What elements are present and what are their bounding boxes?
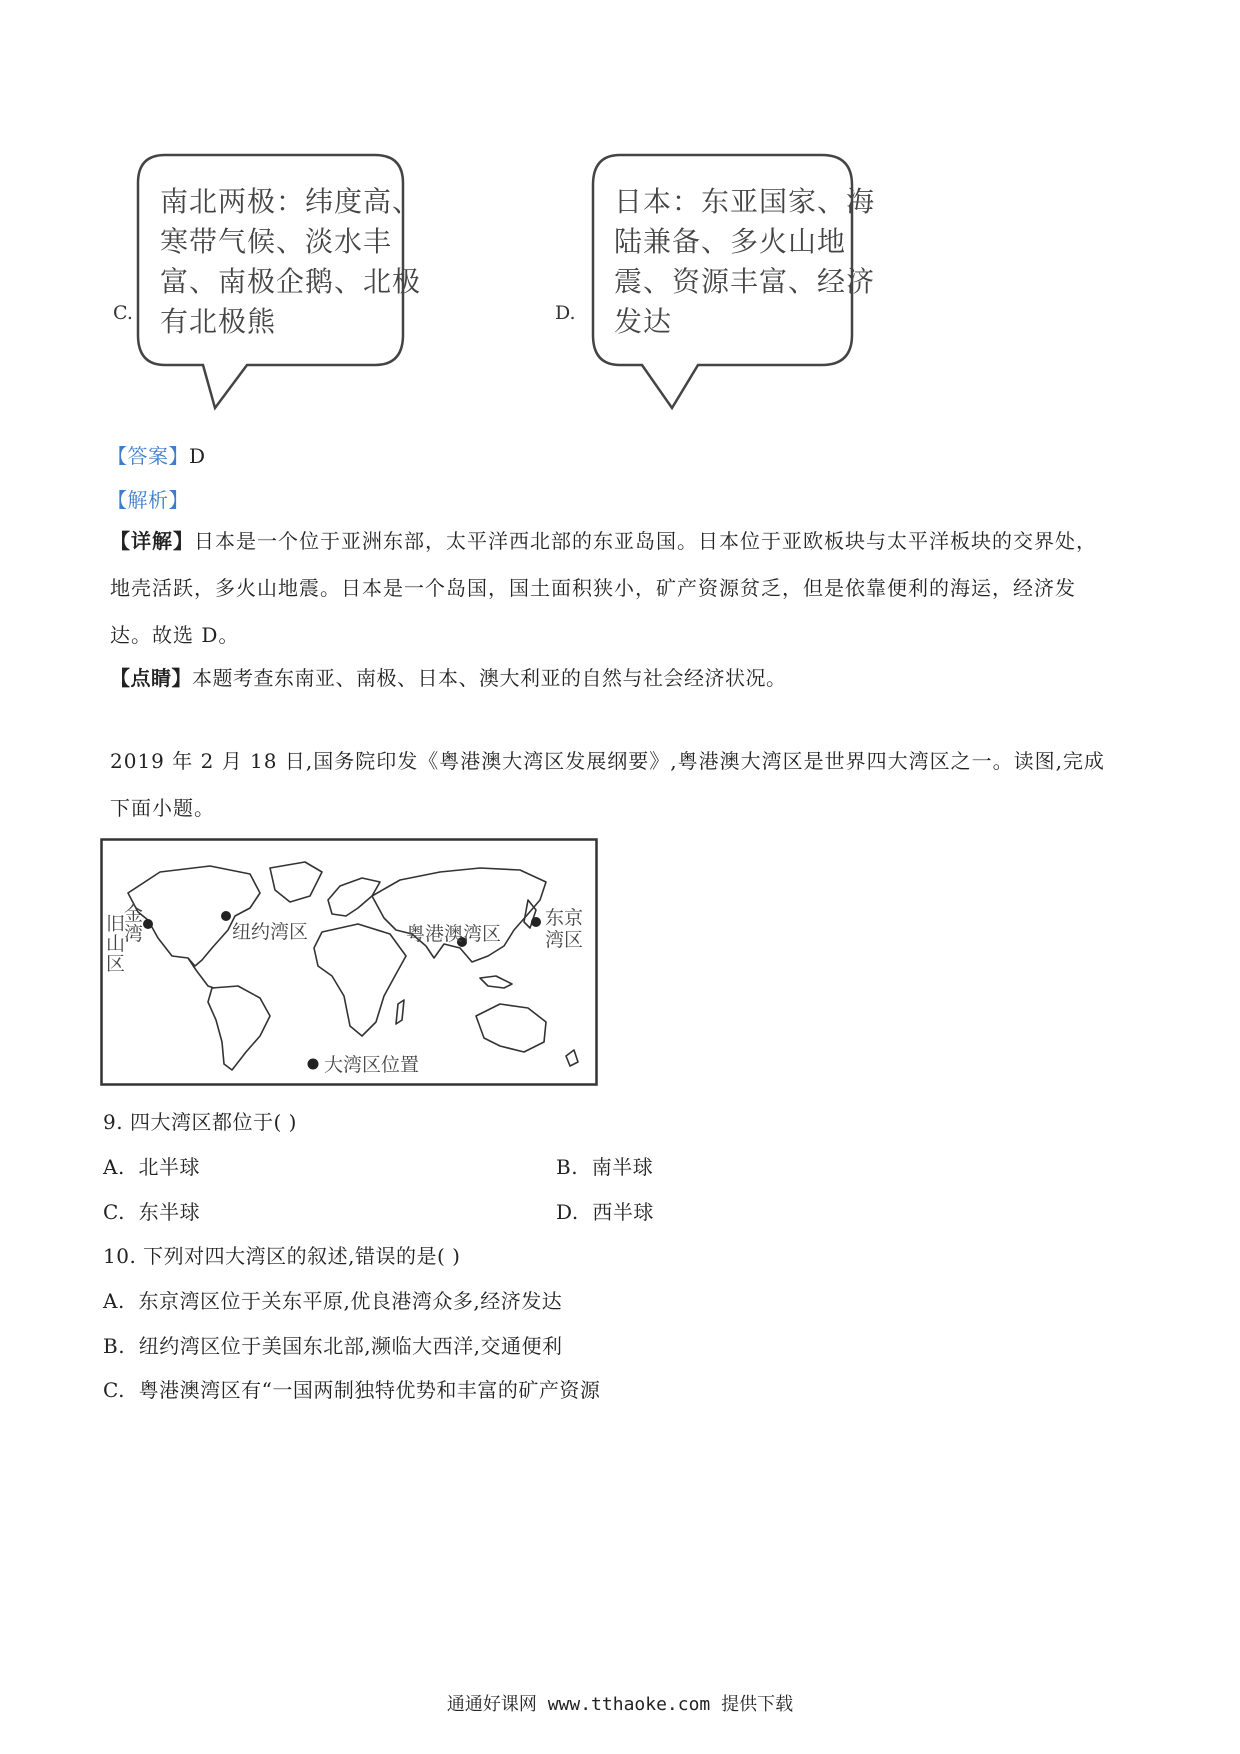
q9-option-b <box>556 1151 653 1180</box>
option-c-label: C. <box>113 302 133 324</box>
tip-label: 【点睛】 <box>110 666 192 690</box>
map-label-sf: 湾 <box>124 923 144 945</box>
q10-option-b <box>103 1330 563 1359</box>
legend-marker <box>308 1059 319 1070</box>
intro-paragraph <box>110 738 1130 832</box>
answer-label: 【答案】 <box>107 444 189 468</box>
map-frame <box>102 840 597 1085</box>
map-label-sf: 区 <box>106 953 126 975</box>
q9-stem: 9. 四大湾区都位于( ) <box>103 1110 297 1134</box>
world-map-figure <box>100 838 600 1088</box>
detail-line: 达。故选 D。 <box>110 623 240 647</box>
option-d-line: 震、资源丰富、经济 <box>614 265 876 298</box>
option-d-line: 发达 <box>614 305 673 338</box>
q10-option-c-label: C. <box>103 1378 125 1402</box>
detail-label: 【详解】 <box>110 529 194 553</box>
ny-bay-marker <box>221 911 231 921</box>
answer-value: D <box>189 444 206 468</box>
option-d-text <box>614 182 875 342</box>
analysis-label: 【解析】 <box>107 488 189 512</box>
q10-option-c <box>103 1374 600 1403</box>
q9-option-a <box>103 1151 200 1180</box>
intro-line: 2019 年 2 月 18 日,国务院印发《粤港澳大湾区发展纲要》,粤港澳大湾区是世界四大湾区之一。读图,完成 <box>110 749 1105 773</box>
detail-line <box>110 518 1130 565</box>
option-c-line: 有北极熊 <box>160 305 277 338</box>
intro-line: 下面小题。 <box>110 796 215 820</box>
map-legend-label: 大湾区位置 <box>324 1054 420 1076</box>
option-d-label: D. <box>555 302 576 324</box>
option-d-line: 陆兼备、多火山地 <box>614 225 847 258</box>
q10-option-b-text: 纽约湾区位于美国东北部,濒临大西洋,交通便利 <box>138 1334 563 1358</box>
q10-option-b-label: B. <box>103 1334 126 1358</box>
detail-line: 地壳活跃，多火山地震。日本是一个岛国，国土面积狭小，矿产资源贫乏，但是依靠便利的海运，经济发 <box>110 576 1076 600</box>
tokyo-bay-marker <box>531 917 541 927</box>
map-label-gba: 粤港澳湾区 <box>406 923 502 945</box>
map-label-sf: 山 <box>106 933 126 955</box>
q9-option-d <box>556 1196 654 1225</box>
option-d-line: 日本：东亚国家、海 <box>614 185 876 218</box>
detail-text: 日本是一个位于亚洲东部，太平洋西北部的东亚岛国。日本位于亚欧板块与太平洋板块的交界处， <box>194 529 1097 553</box>
detail-paragraph <box>110 518 1130 659</box>
q9-option-a-label: A. <box>103 1155 125 1179</box>
q9-option-c-label: C. <box>103 1200 125 1224</box>
map-label-sf: 金 <box>124 903 144 925</box>
map-label-tokyo: 东京 <box>545 907 584 929</box>
q9-option-d-text: 西半球 <box>592 1200 654 1224</box>
sf-bay-marker <box>143 919 153 929</box>
tip-text: 本题考查东南亚、南极、日本、澳大利亚的自然与社会经济状况。 <box>192 666 787 690</box>
option-c-line: 南北两极：纬度高、 <box>160 185 422 218</box>
q9-option-c <box>103 1196 200 1225</box>
q10-option-c-text: 粤港澳湾区有“一国两制独特优势和丰富的矿产资源 <box>138 1378 601 1402</box>
q10-option-a <box>103 1285 562 1314</box>
map-label-sf: 旧 <box>106 913 126 935</box>
q9-option-d-label: D. <box>556 1200 579 1224</box>
q9-option-b-label: B. <box>556 1155 579 1179</box>
q10-stem: 10. 下列对四大湾区的叙述,错误的是( ) <box>103 1244 461 1268</box>
q10-option-a-text: 东京湾区位于关东平原,优良港湾众多,经济发达 <box>138 1289 563 1313</box>
option-c-line: 富、南极企鹅、北极 <box>160 265 422 298</box>
map-label-tokyo: 湾区 <box>545 929 584 951</box>
q9-option-b-text: 南半球 <box>591 1155 654 1179</box>
q9-option-a-text: 北半球 <box>138 1155 201 1179</box>
option-c-text <box>160 182 421 342</box>
answer-line <box>107 440 206 469</box>
option-c-line: 寒带气候、淡水丰 <box>160 225 393 258</box>
q9-option-c-text: 东半球 <box>138 1200 201 1224</box>
map-label-ny: 纽约湾区 <box>232 921 309 943</box>
q10-option-a-label: A. <box>103 1289 125 1313</box>
page-footer: 通通好课网 www.tthaoke.com 提供下载 <box>446 1694 794 1715</box>
tip-line <box>110 662 787 691</box>
